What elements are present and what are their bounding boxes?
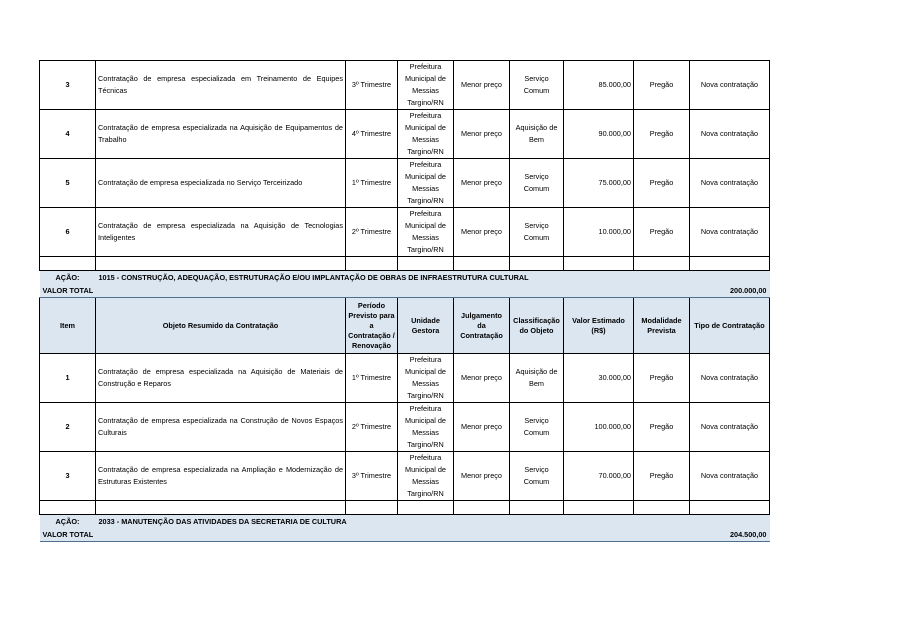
valor-cell: 85.000,00	[564, 61, 634, 110]
periodo-cell: 1º Trimestre	[346, 159, 398, 208]
item-number: 3	[40, 61, 96, 110]
periodo-cell: 1º Trimestre	[346, 354, 398, 403]
unidade-cell: Prefeitura Municipal de Messias Targino/RN	[398, 452, 454, 501]
tipo-cell: Nova contratação	[690, 403, 770, 452]
header-modalidade: Modalidade Prevista	[634, 298, 690, 354]
header-objeto: Objeto Resumido da Contratação	[96, 298, 346, 354]
classificacao-cell: Aquisição de Bem	[510, 354, 564, 403]
header-item: Item	[40, 298, 96, 354]
valor-total-label: VALOR TOTAL	[40, 284, 346, 298]
classificacao-cell: Serviço Comum	[510, 208, 564, 257]
table-row	[40, 354, 770, 403]
acao-row	[40, 271, 770, 285]
unidade-cell: Prefeitura Municipal de Messias Targino/RN	[398, 110, 454, 159]
table-header	[40, 298, 770, 354]
tipo-cell: Nova contratação	[690, 208, 770, 257]
header-classificacao: Classificação do Objeto	[510, 298, 564, 354]
julgamento-cell: Menor preço	[454, 159, 510, 208]
valor-total-row	[40, 528, 770, 542]
valor-cell: 30.000,00	[564, 354, 634, 403]
empty-row	[40, 257, 770, 271]
table-row	[40, 159, 770, 208]
item-number: 2	[40, 403, 96, 452]
valor-cell: 10.000,00	[564, 208, 634, 257]
objeto-cell: Contratação de empresa especializada no Serviço Terceirizado	[96, 159, 346, 208]
item-number: 6	[40, 208, 96, 257]
valor-total-row	[40, 284, 770, 298]
julgamento-cell: Menor preço	[454, 354, 510, 403]
julgamento-cell: Menor preço	[454, 208, 510, 257]
valor-cell: 90.000,00	[564, 110, 634, 159]
modalidade-cell: Pregão	[634, 452, 690, 501]
tipo-cell: Nova contratação	[690, 452, 770, 501]
modalidade-cell: Pregão	[634, 208, 690, 257]
tipo-cell: Nova contratação	[690, 110, 770, 159]
header-julgamento: Julgamento da Contratação	[454, 298, 510, 354]
valor-total-label: VALOR TOTAL	[40, 528, 346, 542]
header-tipo: Tipo de Contratação	[690, 298, 770, 354]
objeto-cell: Contratação de empresa especializada na Aquisição de Tecnologias Inteligentes	[96, 208, 346, 257]
acao-text: 2033 - MANUTENÇÃO DAS ATIVIDADES DA SECRETARIA DE CULTURA	[96, 515, 770, 529]
objeto-cell: Contratação de empresa especializada na Aquisição de Equipamentos de Trabalho	[96, 110, 346, 159]
classificacao-cell: Serviço Comum	[510, 452, 564, 501]
julgamento-cell: Menor preço	[454, 403, 510, 452]
objeto-cell: Contratação de empresa especializada na Ampliação e Modernização de Estruturas Existentes	[96, 452, 346, 501]
unidade-cell: Prefeitura Municipal de Messias Targino/RN	[398, 61, 454, 110]
objeto-cell: Contratação de empresa especializada na Aquisição de Materiais de Construção e Reparos	[96, 354, 346, 403]
table-row	[40, 403, 770, 452]
classificacao-cell: Serviço Comum	[510, 61, 564, 110]
procurement-table	[39, 60, 770, 542]
classificacao-cell: Serviço Comum	[510, 159, 564, 208]
tipo-cell: Nova contratação	[690, 159, 770, 208]
item-number: 3	[40, 452, 96, 501]
periodo-cell: 4º Trimestre	[346, 110, 398, 159]
unidade-cell: Prefeitura Municipal de Messias Targino/RN	[398, 159, 454, 208]
acao-label: AÇÃO:	[40, 515, 96, 529]
acao-text: 1015 - CONSTRUÇÃO, ADEQUAÇÃO, ESTRUTURAÇÃO E/OU IMPLANTAÇÃO DE OBRAS DE INFRAESTRUTURA CULTURAL	[96, 271, 770, 285]
valor-cell: 70.000,00	[564, 452, 634, 501]
item-number: 5	[40, 159, 96, 208]
modalidade-cell: Pregão	[634, 110, 690, 159]
modalidade-cell: Pregão	[634, 403, 690, 452]
objeto-cell: Contratação de empresa especializada em Treinamento de Equipes Técnicas	[96, 61, 346, 110]
table-row	[40, 110, 770, 159]
modalidade-cell: Pregão	[634, 159, 690, 208]
periodo-cell: 2º Trimestre	[346, 403, 398, 452]
acao-label: AÇÃO:	[40, 271, 96, 285]
julgamento-cell: Menor preço	[454, 110, 510, 159]
valor-total-value: 200.000,00	[346, 284, 770, 298]
modalidade-cell: Pregão	[634, 354, 690, 403]
periodo-cell: 3º Trimestre	[346, 452, 398, 501]
header-unidade: Unidade Gestora	[398, 298, 454, 354]
valor-total-value: 204.500,00	[346, 528, 770, 542]
item-number: 1	[40, 354, 96, 403]
julgamento-cell: Menor preço	[454, 452, 510, 501]
item-number: 4	[40, 110, 96, 159]
classificacao-cell: Serviço Comum	[510, 403, 564, 452]
tipo-cell: Nova contratação	[690, 354, 770, 403]
unidade-cell: Prefeitura Municipal de Messias Targino/RN	[398, 354, 454, 403]
header-periodo: Período Previsto para a Contratação / Renovação	[346, 298, 398, 354]
objeto-cell: Contratação de empresa especializada na Construção de Novos Espaços Culturais	[96, 403, 346, 452]
julgamento-cell: Menor preço	[454, 61, 510, 110]
empty-row	[40, 501, 770, 515]
valor-cell: 100.000,00	[564, 403, 634, 452]
unidade-cell: Prefeitura Municipal de Messias Targino/RN	[398, 208, 454, 257]
classificacao-cell: Aquisição de Bem	[510, 110, 564, 159]
table-row	[40, 452, 770, 501]
valor-cell: 75.000,00	[564, 159, 634, 208]
periodo-cell: 2º Trimestre	[346, 208, 398, 257]
procurement-sheet	[39, 60, 769, 542]
modalidade-cell: Pregão	[634, 61, 690, 110]
table-row	[40, 61, 770, 110]
acao-row	[40, 515, 770, 529]
table-row	[40, 208, 770, 257]
tipo-cell: Nova contratação	[690, 61, 770, 110]
unidade-cell: Prefeitura Municipal de Messias Targino/RN	[398, 403, 454, 452]
header-valor: Valor Estimado (R$)	[564, 298, 634, 354]
periodo-cell: 3º Trimestre	[346, 61, 398, 110]
